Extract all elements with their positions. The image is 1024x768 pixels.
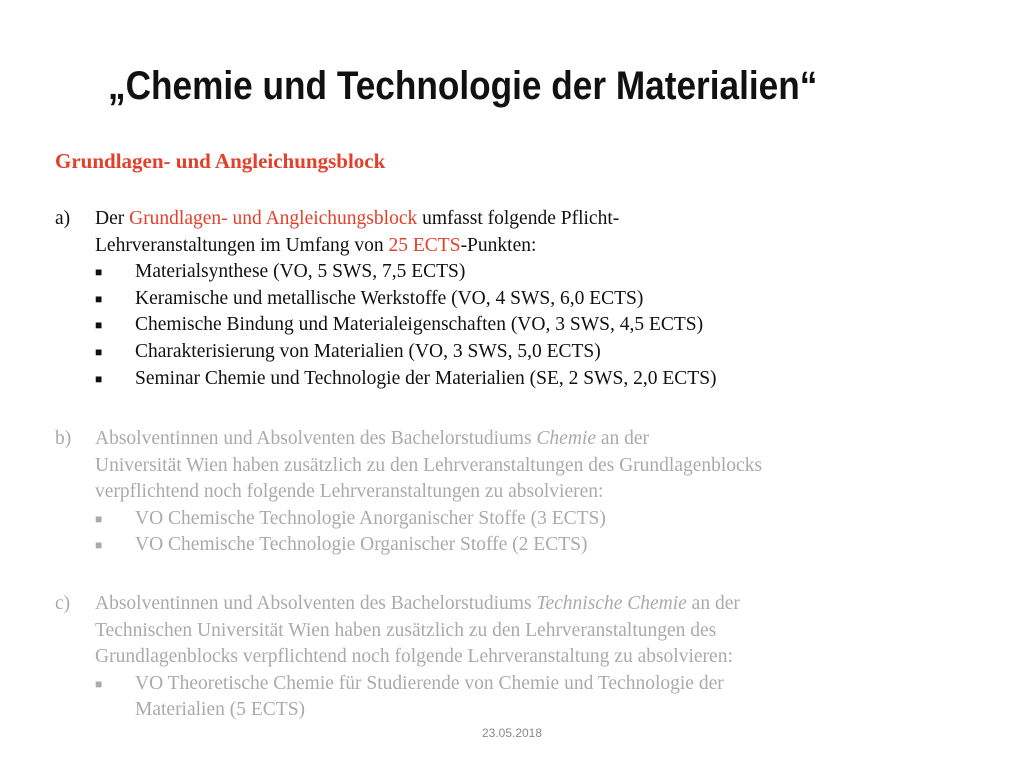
square-bullet-icon: ■ bbox=[95, 676, 103, 691]
section-b-text-1-suffix: an der bbox=[596, 428, 650, 449]
section-b-text-1-prefix: Absolventinnen und Absolventen des Bachelorstudiums bbox=[95, 428, 537, 449]
footer-date: 23.05.2018 bbox=[481, 726, 543, 740]
section-c-marker: c) bbox=[55, 593, 71, 614]
square-bullet-icon: ■ bbox=[95, 318, 103, 333]
slide-title: „Chemie und Technologie der Materialien“ bbox=[108, 64, 818, 108]
list-item-text: Materialsynthese (VO, 5 SWS, 7,5 ECTS) bbox=[135, 261, 466, 283]
highlight-block-name: Grundlagen- und Angleichungsblock bbox=[129, 208, 418, 229]
square-bullet-icon: ■ bbox=[95, 291, 103, 306]
list-item-text: VO Chemische Technologie Organischer Stoffe (2 ECTS) bbox=[135, 534, 588, 556]
section-a-marker: a) bbox=[55, 208, 71, 229]
section-c-text-1-prefix: Absolventinnen und Absolventen des Bachelorstudiums bbox=[95, 593, 537, 614]
section-b-text-2: Universität Wien haben zusätzlich zu den Lehrveranstaltungen des Grundlagenblocks bbox=[95, 454, 763, 476]
list-item-text: Keramische und metallische Werkstoffe (VO, 4 SWS, 6,0 ECTS) bbox=[135, 287, 644, 309]
square-bullet-icon: ■ bbox=[95, 371, 103, 386]
highlight-ects: 25 ECTS bbox=[388, 234, 461, 256]
list-item-text: Chemische Bindung und Materialeigenschaften (VO, 3 SWS, 4,5 ECTS) bbox=[135, 314, 704, 336]
section-c-text-1-suffix: an der bbox=[686, 593, 740, 614]
section-a-text-2-prefix: Lehrveranstaltungen im Umfang von bbox=[95, 234, 389, 256]
square-bullet-icon: ■ bbox=[95, 265, 103, 280]
section-b-text-3: verpflichtend noch folgende Lehrveranstaltungen zu absolvieren: bbox=[95, 481, 604, 503]
section-b-marker: b) bbox=[55, 428, 72, 449]
section-c-text-1 bbox=[95, 591, 740, 618]
section-subtitle: Grundlagen- und Angleichungsblock bbox=[55, 149, 386, 173]
list-item-text: VO Chemische Technologie Anorganischer Stoffe (3 ECTS) bbox=[135, 507, 606, 529]
square-bullet-icon: ■ bbox=[95, 344, 103, 359]
list-item-text: Materialien (5 ECTS) bbox=[135, 699, 306, 721]
section-a-text-1 bbox=[95, 206, 619, 233]
study-name-italic: Chemie bbox=[536, 428, 596, 449]
section-b-text-1 bbox=[95, 426, 649, 453]
list-item-text: VO Theoretische Chemie für Studierende von Chemie und Technologie der bbox=[135, 672, 724, 694]
section-a-text-1-prefix: Der bbox=[95, 208, 130, 229]
square-bullet-icon: ■ bbox=[95, 511, 103, 526]
section-a-text-2 bbox=[95, 233, 536, 260]
section-c-text-3: Grundlagenblocks verpflichtend noch folgende Lehrveranstaltung zu absolvieren: bbox=[95, 646, 733, 668]
section-a-text-2-suffix: -Punkten: bbox=[460, 234, 537, 256]
study-name-italic: Technische Chemie bbox=[536, 593, 687, 614]
list-item-text: Charakterisierung von Materialien (VO, 3 SWS, 5,0 ECTS) bbox=[135, 340, 601, 362]
square-bullet-icon: ■ bbox=[95, 538, 103, 553]
section-a-text-1-suffix: umfasst folgende Pflicht- bbox=[417, 208, 620, 229]
section-c-text-2: Technischen Universität Wien haben zusätzlich zu den Lehrveranstaltungen des bbox=[95, 619, 717, 641]
list-item-text: Seminar Chemie und Technologie der Materialien (SE, 2 SWS, 2,0 ECTS) bbox=[135, 367, 717, 389]
